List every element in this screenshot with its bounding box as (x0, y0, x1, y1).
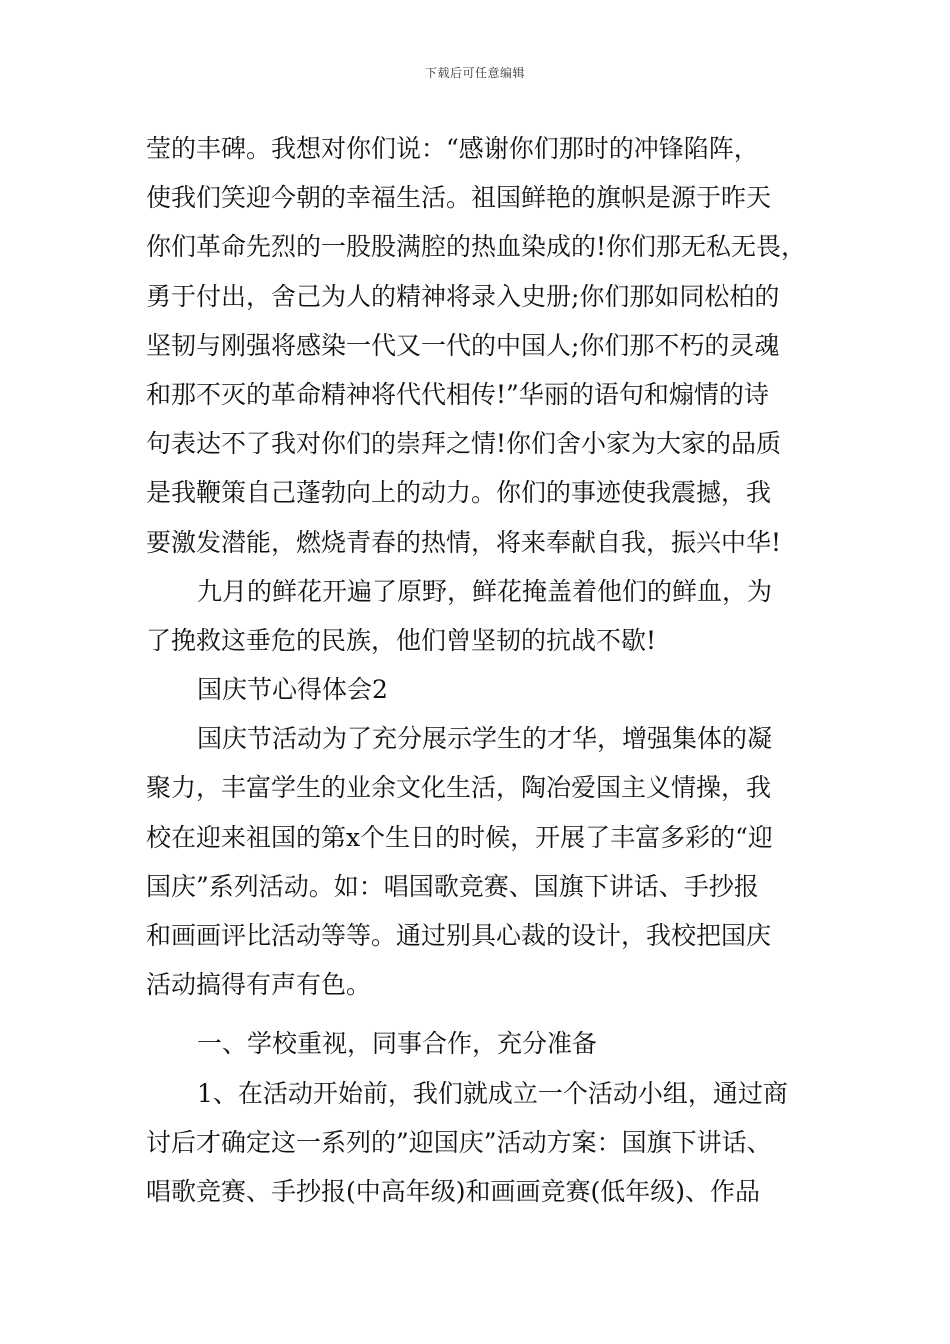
text-line: 唱歌竞赛、手抄报(中高年级)和画画竞赛(低年级)、作品 (146, 1176, 761, 1206)
page-header: 下载后可任意编辑 (424, 66, 525, 80)
text-line: 和画画评比活动等等。通过别具心裁的设计，我校把国庆 (146, 921, 772, 950)
text-line: 聚力，丰富学生的业余文化生活，陶冶爱国主义情操，我 (146, 773, 772, 803)
text-line: 讨后才确定这一系列的”迎国庆”活动方案：国旗下讲话、 (146, 1127, 772, 1157)
paragraph-first-line: 九月的鲜花开遍了原野，鲜花掩盖着他们的鲜血，为 (197, 576, 773, 606)
spacer (146, 1009, 836, 1019)
text-line: 坚韧与刚强将感染一代又一代的中国人;你们那不朽的灵魂 (146, 330, 780, 360)
text-line: 勇于付出，舍己为人的精神将录入史册;你们那如同松柏的 (146, 281, 780, 311)
text-line: 要激发潜能，燃烧青春的热情，将来奉献自我，振兴中华! (146, 527, 782, 557)
document-body (146, 124, 836, 1216)
text-line: 你们革命先烈的一股股满腔的热血染成的!你们那无私无畏， (146, 232, 807, 262)
paragraph-first-line: 1、在活动开始前，我们就成立一个活动小组，通过商 (197, 1078, 788, 1108)
paragraph-first-line: 国庆节活动为了充分展示学生的才华，增强集体的凝 (197, 724, 773, 754)
text-line: 是我鞭策自己蓬勃向上的动力。你们的事迹使我震撼，我 (146, 478, 772, 508)
text-line: 活动搞得有声有色。 (146, 970, 372, 1000)
subsection-heading: 一、学校重视，同事合作，充分准备 (197, 1029, 598, 1059)
section-title: 国庆节心得体会2 (197, 675, 388, 705)
text-line: 句表达不了我对你们的崇拜之情!你们舍小家为大家的品质 (146, 429, 782, 459)
text-line: 使我们笑迎今朝的幸福生活。祖国鲜艳的旗帜是源于昨天 (146, 183, 772, 213)
text-line: 国庆”系列活动。如：唱国歌竞赛、国旗下讲话、手抄报 (146, 871, 759, 901)
text-line: 和那不灭的革命精神将代代相传!”华丽的语句和煽情的诗 (146, 379, 769, 409)
text-line: 校在迎来祖国的第x个生日的时候，开展了丰富多彩的“迎 (146, 822, 773, 852)
text-line: 了挽救这垂危的民族，他们曾坚韧的抗战不歇! (146, 625, 657, 655)
text-line: 莹的丰碑。我想对你们说：“感谢你们那时的冲锋陷阵， (146, 134, 759, 163)
